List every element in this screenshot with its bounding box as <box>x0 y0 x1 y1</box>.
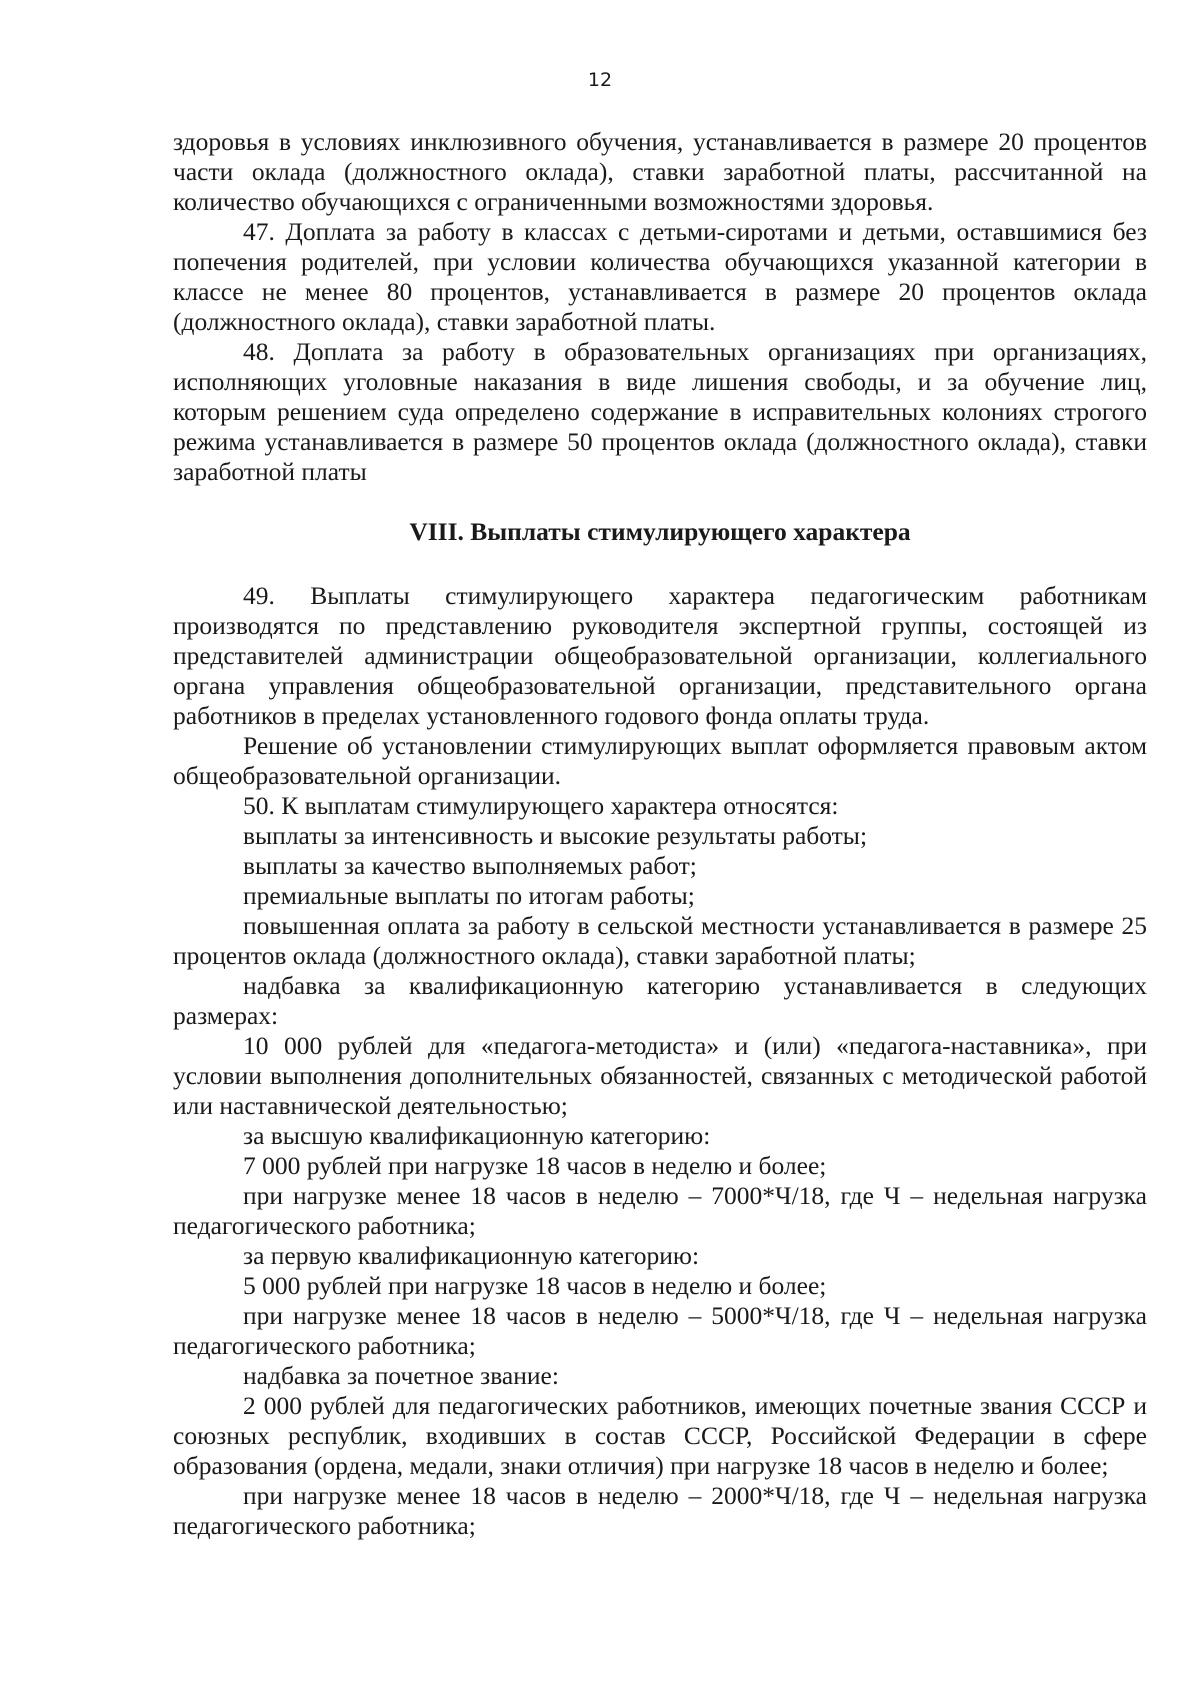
list-item: 7 000 рублей при нагрузке 18 часов в неделю и более; <box>243 1151 827 1180</box>
list-item: 5 000 рублей при нагрузке 18 часов в неделю и более; <box>243 1271 827 1300</box>
list-item: надбавка за квалификационную категорию устанавливается в следующих размерах: <box>173 971 1147 1030</box>
paragraph-item-47: 47. Доплата за работу в классах с детьми-сиротами и детьми, оставшимися без попечения родителей, при условии количества обучающихся указанной категории в классе не менее 80 процентов, устанавливается в размере 20 процентов оклада (должностного оклада), ставки заработной платы. <box>173 217 1147 336</box>
paragraph-item-50: 50. К выплатам стимулирующего характера относятся: <box>243 791 839 820</box>
page-number: 12 <box>587 69 613 91</box>
list-item: при нагрузке менее 18 часов в неделю – 5000*Ч/18, где Ч – недельная нагрузка педагогического работника; <box>173 1301 1147 1360</box>
list-item: повышенная оплата за работу в сельской местности устанавливается в размере 25 процентов оклада (должностного оклада), ставки заработной платы; <box>173 911 1147 970</box>
list-item: при нагрузке менее 18 часов в неделю – 7000*Ч/18, где Ч – недельная нагрузка педагогического работника; <box>173 1181 1147 1240</box>
list-item: премиальные выплаты по итогам работы; <box>243 881 695 910</box>
list-item: выплаты за интенсивность и высокие результаты работы; <box>243 821 868 850</box>
list-item: за первую квалификационную категорию: <box>243 1241 700 1270</box>
paragraph-item-48: 48. Доплата за работу в образовательных организациях при организациях, исполняющих уголовные наказания в виде лишения свободы, и за обучение лиц, которым решением суда определено содержание в исправительных колониях строгого режима устанавливается в размере 50 процентов оклада (должностного оклада), ставки заработной платы <box>173 337 1147 486</box>
list-item: 2 000 рублей для педагогических работников, имеющих почетные звания СССР и союзных республик, входивших в состав СССР, Российской Федерации в сфере образования (ордена, медали, знаки отличия) при нагрузке 18 часов в неделю и более; <box>173 1391 1147 1480</box>
list-item: надбавка за почетное звание: <box>243 1361 559 1390</box>
paragraph-continuation: здоровья в условиях инклюзивного обучения, устанавливается в размере 20 процентов части оклада (должностного оклада), ставки заработной платы, рассчитанной на количество обучающихся с ограниченными возможностями здоровья. <box>173 127 1147 216</box>
document-body <box>173 127 1147 1541</box>
list-item: при нагрузке менее 18 часов в неделю – 2000*Ч/18, где Ч – недельная нагрузка педагогического работника; <box>173 1481 1147 1540</box>
paragraph-item-49: 49. Выплаты стимулирующего характера педагогическим работникам производятся по представлению руководителя экспертной группы, состоящей из представителей администрации общеобразовательной организации, коллегиального органа управления общеобразовательной организации, представительного органа работников в пределах установленного годового фонда оплаты труда. <box>173 581 1147 730</box>
paragraph-decision: Решение об установлении стимулирующих выплат оформляется правовым актом общеобразовательной организации. <box>173 731 1147 790</box>
list-item: 10 000 рублей для «педагога-методиста» и (или) «педагога-наставника», при условии выполнения дополнительных обязанностей, связанных с методической работой или наставнической деятельностью; <box>173 1031 1147 1120</box>
list-item: выплаты за качество выполняемых работ; <box>243 851 697 880</box>
section-heading: VIII. Выплаты стимулирующего характера <box>409 517 911 546</box>
list-item: за высшую квалификационную категорию: <box>243 1121 711 1150</box>
